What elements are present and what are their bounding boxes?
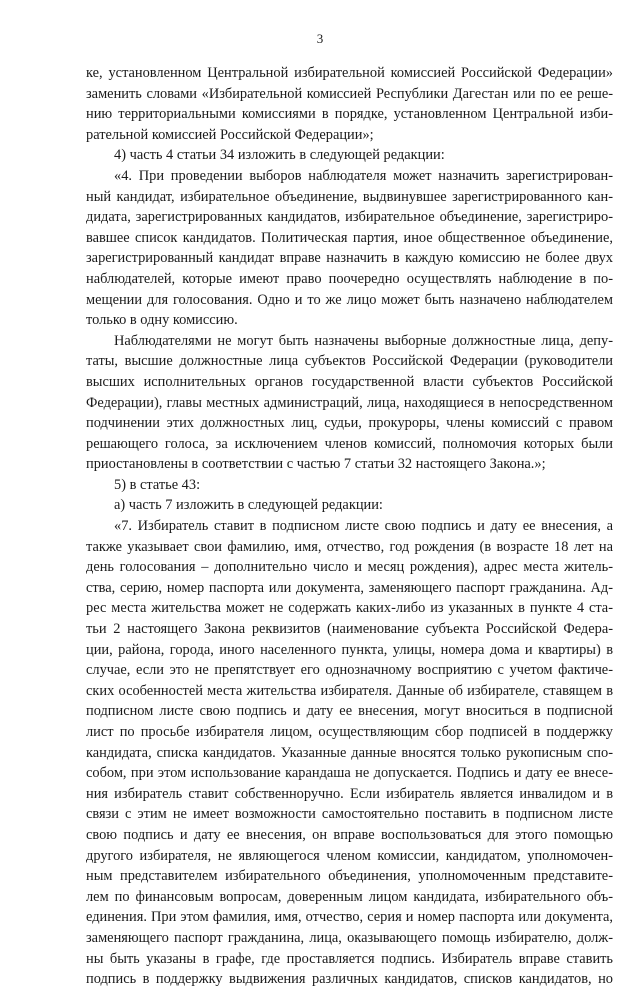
text-line: подписном листе свою подпись и дату ее внесения, могут вноситься в подписной [86, 703, 613, 720]
text-line: «7. Избиратель ставит в подписном листе свою подпись и дату ее внесения, а [114, 518, 613, 535]
text-line: решающего голоса, за исключением членов комиссий, полномочия которых были [86, 435, 613, 452]
text-line: только в одну комиссию. [86, 312, 238, 329]
text-line: ке, установленном Центральной избирательной комиссией Российской Федерации» [86, 65, 613, 81]
text-line: а) часть 7 изложить в следующей редакции: [114, 497, 383, 514]
text-line: зарегистрированный кандидат вправе назначить в каждую комиссию не более двух [86, 250, 613, 267]
text-line: заменить словами «Избирательной комиссией Республики Дагестан или по ее реше- [86, 85, 613, 102]
text-line: ских особенностей места жительства избирателя. Данные об избирателе, ставящем в [86, 682, 613, 699]
page-number: 3 [316, 31, 324, 46]
text-line: подчинении этих должностных лиц, судьи, прокуроры, члены комиссий с правом [86, 415, 613, 432]
text-line: день голосования – дополнительно число и месяц рождения), адрес места житель- [86, 559, 613, 576]
text-line: единения. При этом фамилия, имя, отчество, серия и номер паспорта или документа, [86, 909, 613, 926]
text-line: ния избиратель ставит собственноручно. Если избиратель является инвалидом и в [86, 785, 613, 802]
text-line: также указывает свои фамилию, имя, отчество, год рождения (в возрасте 18 лет на [86, 538, 613, 555]
text-line: 5) в статье 43: [114, 476, 201, 493]
text-line: кандидата, списка кандидатов. Указанные данные вносятся только рукописным спо- [86, 744, 613, 761]
text-line: свою подпись и дату ее внесения, он вправе воспользоваться для этого помощью [86, 826, 613, 843]
text-line: подпись в поддержку выдвижения различных кандидатов, списков кандидатов, но [86, 971, 613, 988]
text-line: случае, если это не препятствует его однозначному восприятию с учетом фактиче- [86, 662, 613, 679]
text-line: заменяющего паспорт гражданина, лица, оказывающего помощь избирателю, долж- [86, 929, 613, 946]
text-line: вавшее список кандидатов. Политическая партия, иное общественное объединение, [86, 229, 613, 246]
text-line: ства, серию, номер паспорта или документа, заменяющего паспорт гражданина. Ад- [86, 579, 613, 596]
text-line: «4. При проведении выборов наблюдателя может назначить зарегистрирован- [114, 167, 613, 184]
text-line: таты, высшие должностные лица субъектов Российской Федерации (руководители [86, 353, 613, 370]
text-line: нию территориальными комиссиями в порядке, установленном Центральной изби- [86, 106, 613, 123]
text-line: Наблюдателями не могут быть назначены выборные должностные лица, депу- [114, 332, 613, 349]
text-line: лем по финансовым вопросам, доверенным лицом кандидата, избирательного объ- [86, 888, 613, 905]
text-line: рес места жительства может не содержать каких-либо из указанных в пункте 4 ста- [86, 600, 613, 617]
text-line: высших исполнительных органов государственной власти субъектов Российской [86, 373, 613, 390]
text-line: ны быть указаны в графе, где проставляется подпись. Избиратель вправе ставить [86, 950, 613, 967]
text-line: ным представителем избирательного объединения, уполномоченным представите- [86, 868, 613, 885]
text-line: приостановлены в соответствии с частью 7 статьи 32 настоящего Закона.»; [86, 456, 546, 473]
text-line: лист по просьбе избирателя лицом, осуществляющим сбор подписей в поддержку [86, 724, 613, 740]
text-line: рательной комиссией Российской Федерации»; [86, 126, 374, 143]
text-line: Федерации), главы местных администраций, лица, находящиеся в непосредственном [86, 394, 613, 411]
document-body [86, 63, 613, 990]
text-line: дидата, зарегистрированных кандидатов, избирательное объединение, зарегистриро- [86, 209, 613, 226]
text-line: 4) часть 4 статьи 34 изложить в следующей редакции: [114, 147, 445, 164]
text-line: мещении для голосования. Одно и то же лицо может быть назначено наблюдателем [86, 291, 613, 308]
text-line: ный кандидат, избирательное объединение, выдвинувшее зарегистрированного кан- [86, 188, 613, 205]
text-line: собом, при этом использование карандаша не допускается. Подпись и дату ее внесе- [86, 765, 613, 782]
text-line: тьи 2 настоящего Закона реквизитов (наименование субъекта Российской Федера- [86, 621, 613, 638]
text-line: другого избирателя, не являющегося членом комиссии, кандидатом, уполномочен- [86, 847, 613, 864]
text-line: наблюдателей, которые имеют право поочередно осуществлять наблюдение в по- [86, 270, 613, 287]
text-line: ции, района, города, иного населенного пункта, улицы, номера дома и квартиры) в [86, 641, 613, 658]
text-line: связи с этим не имеет возможности самостоятельно поставить в подписном листе [86, 806, 613, 823]
